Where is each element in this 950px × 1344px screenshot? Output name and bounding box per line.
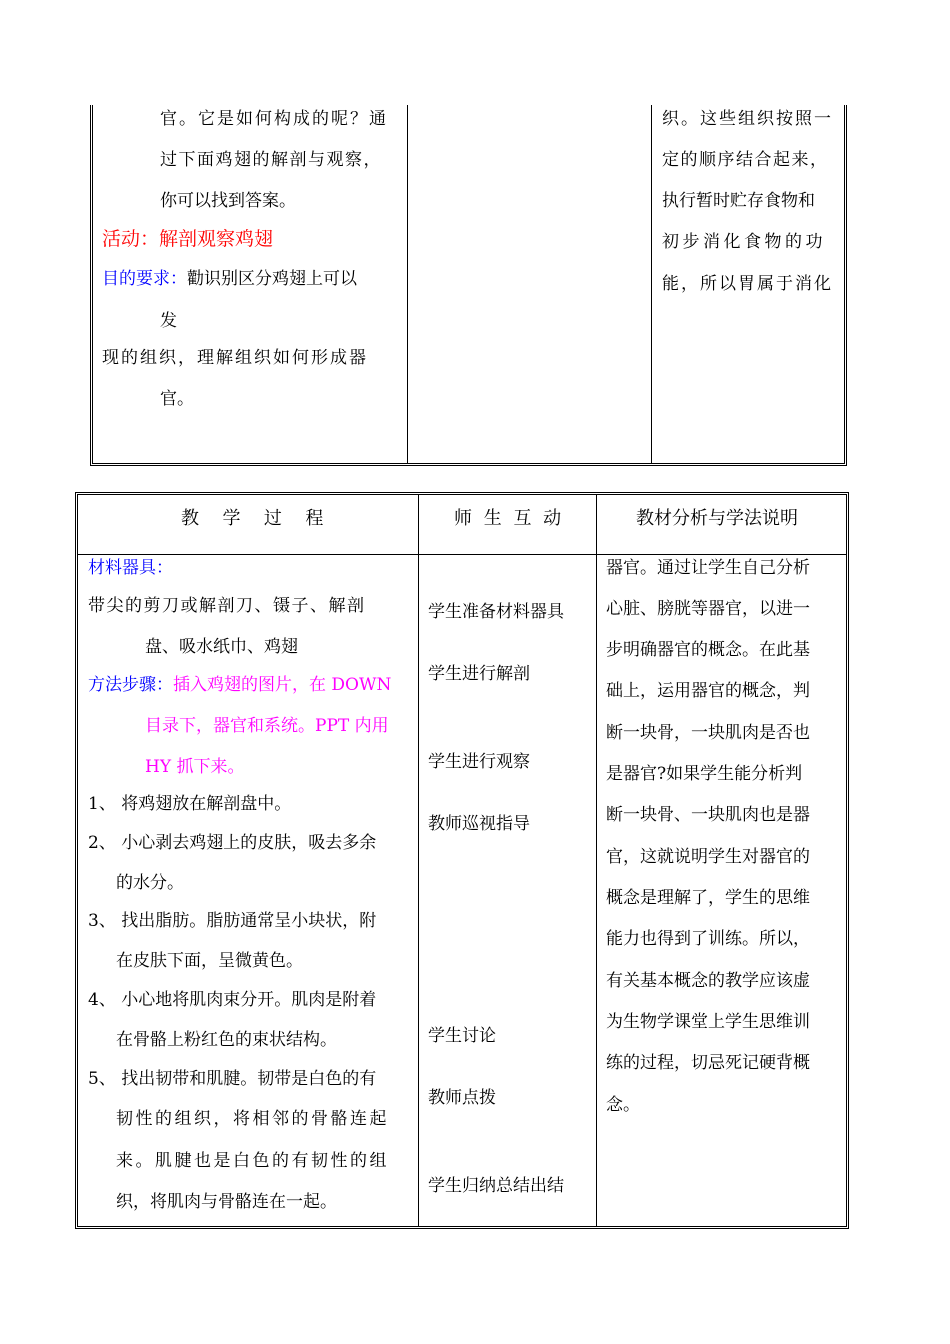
interaction-line: 教师点拨	[428, 1088, 496, 1108]
text-line: 发	[160, 311, 177, 331]
goal-label: 目的要求：	[102, 269, 187, 289]
method-note: 插入鸡翅的图片，在 DOWN	[173, 675, 392, 695]
header-teaching-process: 教 学 过 程	[181, 508, 328, 529]
column-divider	[651, 105, 652, 463]
interaction-line: 教师巡视指导	[428, 814, 530, 834]
text-line: 执行暂时贮存食物和	[662, 191, 815, 211]
step-line: 1、 将鸡翅放在解剖盘中。	[88, 794, 292, 814]
analysis-line: 念。	[606, 1095, 640, 1115]
method-note-line: 目录下，器官和系统。PPT 内用	[145, 716, 389, 736]
header-divider	[78, 554, 846, 555]
method-label: 方法步骤：	[88, 675, 173, 695]
activity-label: 活动：	[102, 228, 160, 250]
materials-line: 带尖的剪刀或解剖刀、镊子、解剖	[88, 596, 366, 616]
text-line: 织。这些组织按照一	[662, 109, 833, 129]
analysis-line: 练的过程，切忌死记硬背概	[606, 1053, 810, 1073]
column-divider	[407, 105, 408, 463]
activity-title: 解剖观察鸡翅	[159, 228, 274, 250]
materials-label: 材料器具：	[88, 558, 173, 578]
goal-line	[102, 268, 357, 290]
materials-line: 盘、吸水纸巾、鸡翅	[145, 637, 298, 657]
header-analysis: 教材分析与学法说明	[636, 508, 798, 529]
analysis-line: 官，这就说明学生对器官的	[606, 847, 810, 867]
interaction-line: 学生讨论	[428, 1026, 496, 1046]
interaction-line: 学生准备材料器具	[428, 602, 564, 622]
analysis-line: 断一块骨，一块肌肉是否也	[606, 723, 810, 743]
analysis-line: 概念是理解了，学生的思维	[606, 888, 810, 908]
step-line: 织，将肌肉与骨骼连在一起。	[116, 1192, 337, 1212]
text-line: 过下面鸡翅的解剖与观察，	[160, 150, 382, 170]
analysis-line: 步明确器官的概念。在此基	[606, 640, 810, 660]
text-line: 初步消化食物的功	[662, 232, 826, 252]
step-line: 5、 找出韧带和肌腱。韧带是白色的有	[88, 1069, 377, 1089]
activity-line	[102, 228, 273, 250]
analysis-line: 有关基本概念的教学应该虚	[606, 971, 810, 991]
analysis-line: 能力也得到了训练。所以，	[606, 929, 810, 949]
step-line: 的水分。	[116, 873, 184, 893]
step-line: 在皮肤下面，呈微黄色。	[116, 951, 303, 971]
text-line: 官。它是如何构成的呢？通	[160, 109, 388, 129]
step-line: 4、 小心地将肌肉束分开。肌肉是附着	[88, 990, 377, 1010]
column-divider	[596, 495, 597, 1226]
step-line: 韧性的组织，将相邻的骨骼连起	[116, 1109, 389, 1129]
interaction-line: 学生归纳总结出结	[428, 1176, 564, 1196]
analysis-line: 心脏、膀胱等器官，以进一	[606, 599, 810, 619]
column-divider	[418, 495, 419, 1226]
method-note-line: HY 抓下来。	[145, 757, 245, 777]
text-line: 能，所以胃属于消化	[662, 274, 833, 294]
analysis-line: 为生物学课堂上学生思维训	[606, 1012, 810, 1032]
text-line: 定的顺序结合起来，	[662, 150, 829, 170]
analysis-line: 器官。通过让学生自己分析	[606, 558, 810, 578]
step-line: 2、 小心剥去鸡翅上的皮肤，吸去多余	[88, 833, 377, 853]
analysis-line: 断一块骨、一块肌肉也是器	[606, 805, 810, 825]
header-interaction: 师 生 互 动	[454, 508, 565, 529]
analysis-line: 是器官?如果学生能分析判	[606, 764, 803, 784]
goal-text: 勸识别区分鸡翅上可以	[187, 269, 357, 289]
text-line: 现的组织，理解组织如何形成器	[102, 348, 368, 368]
step-line: 来。肌腱也是白色的有韧性的组	[116, 1151, 389, 1171]
text-line: 官。	[160, 389, 194, 409]
step-line: 在骨骼上粉红色的束状结构。	[116, 1030, 337, 1050]
analysis-line: 础上，运用器官的概念，判	[606, 681, 810, 701]
step-line: 3、 找出脂肪。脂肪通常呈小块状，附	[88, 911, 377, 931]
text-line: 你可以找到答案。	[160, 191, 296, 211]
method-line	[88, 674, 391, 696]
interaction-line: 学生进行观察	[428, 752, 530, 772]
interaction-line: 学生进行解剖	[428, 664, 530, 684]
